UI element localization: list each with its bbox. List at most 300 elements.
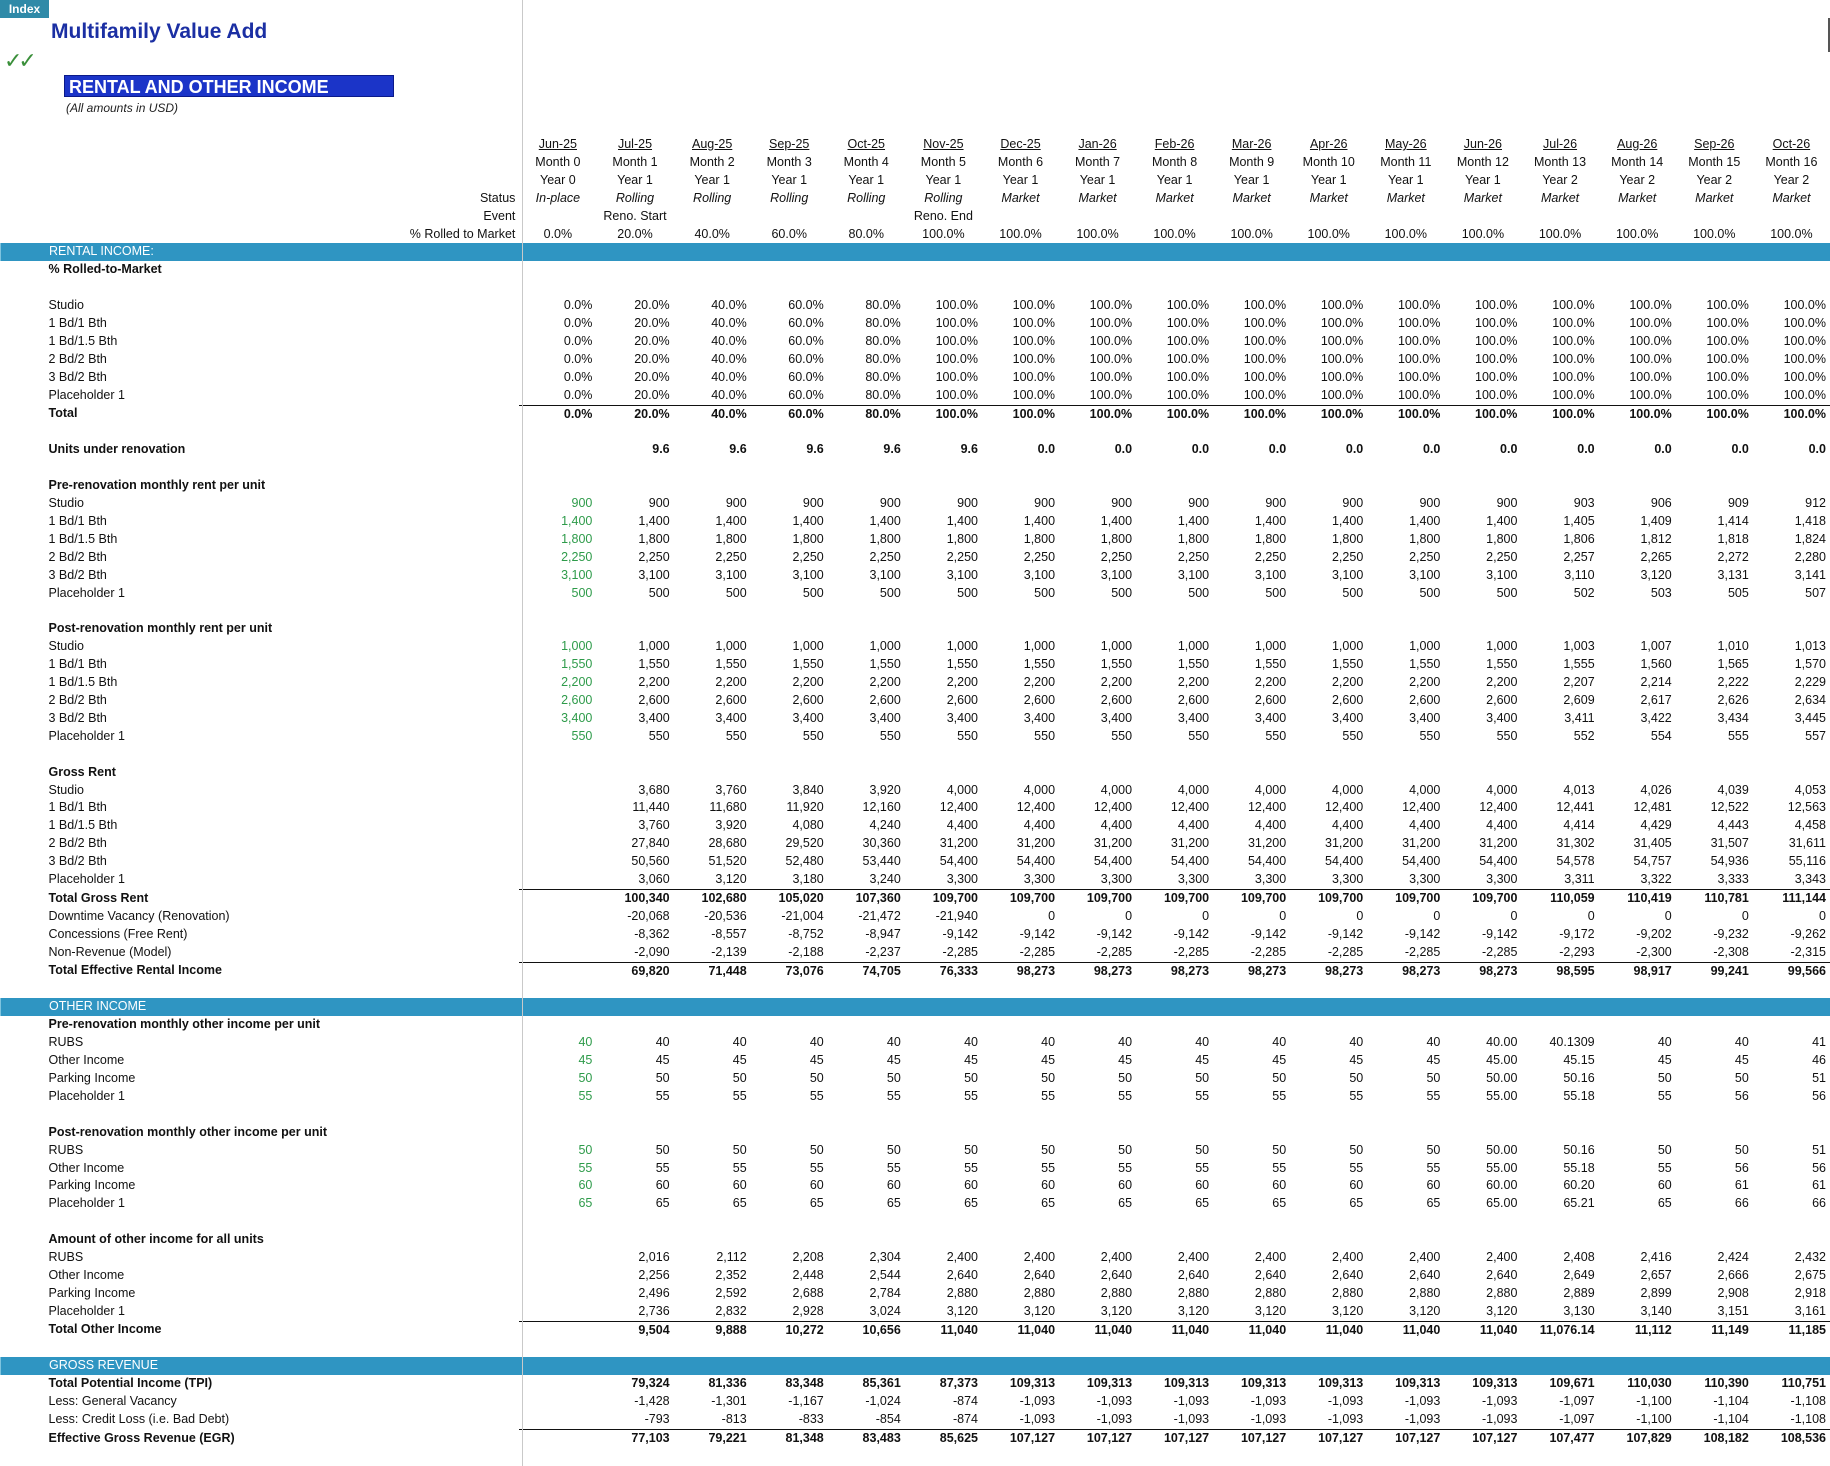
- header-month-row-cell[interactable]: Month 2: [689, 154, 735, 169]
- value-cell[interactable]: 0.0: [1268, 442, 1287, 457]
- header-event-row-cell[interactable]: [1059, 208, 1136, 226]
- header-event-row-cell[interactable]: Reno. Start: [603, 208, 667, 223]
- value-cell[interactable]: 50: [1426, 1142, 1441, 1157]
- value-cell[interactable]: 2,207: [1563, 675, 1595, 690]
- value-cell[interactable]: [1213, 477, 1290, 495]
- value-cell[interactable]: 3,120: [715, 872, 747, 887]
- value-cell[interactable]: 4,080: [792, 818, 824, 833]
- value-cell[interactable]: 2,250: [715, 549, 747, 564]
- value-cell[interactable]: 1,800: [561, 531, 593, 546]
- value-cell[interactable]: 500: [725, 585, 747, 600]
- value-cell[interactable]: -2,090: [634, 944, 670, 959]
- value-cell[interactable]: [828, 620, 905, 638]
- value-cell[interactable]: 100.0%: [1012, 316, 1056, 331]
- value-cell[interactable]: 3,400: [561, 710, 593, 725]
- value-cell[interactable]: 1,007: [1640, 639, 1672, 654]
- value-cell[interactable]: 110,419: [1599, 889, 1676, 907]
- value-cell[interactable]: 3,120: [1100, 1303, 1133, 1318]
- value-cell[interactable]: 3,100: [1486, 567, 1518, 582]
- value-cell[interactable]: 65.00: [1486, 1196, 1518, 1211]
- value-cell[interactable]: 100.0%: [1599, 405, 1676, 423]
- value-cell[interactable]: -9,172: [1559, 926, 1595, 941]
- value-cell[interactable]: 100.0%: [1552, 369, 1595, 384]
- value-cell[interactable]: 500: [957, 585, 978, 600]
- header-date-row-cell[interactable]: Mar-26: [1231, 137, 1272, 151]
- value-cell[interactable]: 65: [964, 1196, 978, 1211]
- value-cell[interactable]: 3,100: [1331, 567, 1364, 582]
- header-year-row-cell[interactable]: Year 1: [617, 172, 653, 187]
- value-cell[interactable]: [1753, 1124, 1830, 1142]
- header-rolled-row-cell[interactable]: 100.0%: [1461, 226, 1505, 241]
- header-status-row-cell[interactable]: Market: [1463, 190, 1502, 205]
- value-cell[interactable]: 3,400: [1409, 710, 1441, 725]
- value-cell[interactable]: 1,550: [946, 657, 978, 672]
- header-status-row-cell[interactable]: Market: [1309, 190, 1348, 205]
- header-status-row-cell[interactable]: Market: [1772, 190, 1811, 205]
- value-cell[interactable]: 500: [1265, 585, 1287, 600]
- value-cell[interactable]: 31,302: [1556, 836, 1595, 851]
- value-cell[interactable]: 4,000: [1023, 782, 1056, 797]
- value-cell[interactable]: 65: [1118, 1196, 1133, 1211]
- value-cell[interactable]: 100.0%: [1706, 316, 1749, 331]
- value-cell[interactable]: 31,200: [1093, 836, 1133, 851]
- value-cell[interactable]: 0: [1433, 908, 1441, 923]
- value-cell[interactable]: [1290, 477, 1367, 495]
- value-cell[interactable]: [1753, 764, 1830, 782]
- value-cell[interactable]: 100.0%: [935, 298, 978, 313]
- value-cell[interactable]: 4,400: [1177, 818, 1210, 833]
- value-cell[interactable]: -1,301: [711, 1394, 747, 1409]
- value-cell[interactable]: 54,400: [1093, 854, 1133, 869]
- value-cell[interactable]: 3,920: [715, 818, 747, 833]
- value-cell[interactable]: 50.00: [1486, 1071, 1518, 1086]
- value-cell[interactable]: 3,110: [1564, 567, 1595, 582]
- value-cell[interactable]: 500: [1111, 585, 1133, 600]
- value-cell[interactable]: 55: [809, 1088, 824, 1103]
- value-cell[interactable]: 0.0%: [563, 387, 593, 402]
- header-year-row-cell[interactable]: Year 2: [1619, 172, 1656, 187]
- value-cell[interactable]: 3,180: [792, 872, 824, 887]
- value-cell[interactable]: 31,200: [1247, 836, 1287, 851]
- value-cell[interactable]: [1213, 1231, 1290, 1249]
- value-cell[interactable]: 2,250: [1331, 549, 1364, 564]
- value-cell[interactable]: 1,400: [946, 513, 978, 528]
- header-status-row-cell[interactable]: Rolling: [770, 190, 809, 205]
- value-cell[interactable]: 3,400: [1331, 710, 1364, 725]
- value-cell[interactable]: 2,832: [715, 1303, 747, 1318]
- header-event-row-cell[interactable]: [982, 208, 1059, 226]
- value-cell[interactable]: 3,311: [1564, 872, 1595, 887]
- value-cell[interactable]: 500: [1419, 585, 1441, 600]
- value-cell[interactable]: 0: [1819, 908, 1826, 923]
- value-cell[interactable]: [519, 1124, 596, 1142]
- value-cell[interactable]: 100.0%: [1397, 298, 1441, 313]
- value-cell[interactable]: 505: [1727, 585, 1749, 600]
- value-cell[interactable]: 73,076: [751, 962, 828, 980]
- value-cell[interactable]: 1,000: [1331, 639, 1364, 654]
- value-cell[interactable]: [519, 944, 596, 962]
- header-year-row-cell[interactable]: Year 2: [1542, 172, 1578, 187]
- value-cell[interactable]: 0: [1741, 908, 1749, 923]
- value-cell[interactable]: 60.0%: [788, 369, 824, 384]
- value-cell[interactable]: 80.0%: [865, 298, 901, 313]
- value-cell[interactable]: 1,818: [1717, 531, 1749, 546]
- value-cell[interactable]: 3,300: [1254, 872, 1287, 887]
- value-cell[interactable]: 550: [1111, 728, 1133, 743]
- value-cell[interactable]: 1,400: [715, 513, 747, 528]
- value-cell[interactable]: 1,000: [561, 639, 593, 654]
- value-cell[interactable]: 500: [879, 585, 901, 600]
- value-cell[interactable]: 2,432: [1794, 1250, 1826, 1265]
- value-cell[interactable]: [1599, 261, 1676, 279]
- value-cell[interactable]: 1,550: [1254, 657, 1287, 672]
- value-cell[interactable]: 0.0%: [563, 333, 593, 348]
- value-cell[interactable]: 11,440: [632, 800, 670, 815]
- value-cell[interactable]: 100.0%: [1552, 298, 1595, 313]
- header-year-row-cell[interactable]: Year 1: [771, 172, 808, 187]
- value-cell[interactable]: [1290, 1124, 1367, 1142]
- value-cell[interactable]: 2,592: [715, 1285, 747, 1300]
- value-cell[interactable]: [674, 620, 751, 638]
- value-cell[interactable]: 50: [1272, 1071, 1287, 1086]
- value-cell[interactable]: 65: [1426, 1196, 1441, 1211]
- value-cell[interactable]: 10,656: [828, 1321, 905, 1339]
- value-cell[interactable]: 54,400: [1247, 854, 1287, 869]
- header-status-row-cell[interactable]: Rolling: [693, 190, 732, 205]
- value-cell[interactable]: 50: [1349, 1142, 1364, 1157]
- value-cell[interactable]: 2,600: [715, 693, 747, 708]
- value-cell[interactable]: 3,151: [1717, 1303, 1749, 1318]
- value-cell[interactable]: -2,188: [788, 944, 824, 959]
- value-cell[interactable]: 100.0%: [1012, 351, 1056, 366]
- value-cell[interactable]: 2,908: [1717, 1285, 1749, 1300]
- value-cell[interactable]: 2,634: [1794, 693, 1826, 708]
- value-cell[interactable]: 50: [1657, 1071, 1672, 1086]
- value-cell[interactable]: 0.0%: [563, 298, 593, 313]
- value-cell[interactable]: 2,200: [1254, 675, 1287, 690]
- value-cell[interactable]: 4,000: [1486, 782, 1518, 797]
- value-cell[interactable]: 2,736: [638, 1303, 670, 1318]
- value-cell[interactable]: 50.00: [1486, 1142, 1518, 1157]
- value-cell[interactable]: 40: [1118, 1035, 1133, 1050]
- value-cell[interactable]: 2,250: [638, 549, 670, 564]
- value-cell[interactable]: 12,481: [1633, 800, 1672, 815]
- value-cell[interactable]: 55: [964, 1160, 978, 1175]
- value-cell[interactable]: 100.0%: [1166, 387, 1210, 402]
- header-event-row-cell[interactable]: [1676, 208, 1753, 226]
- value-cell[interactable]: [1213, 620, 1290, 638]
- header-rolled-row-cell[interactable]: 100.0%: [1153, 226, 1196, 241]
- value-cell[interactable]: 100.0%: [1783, 333, 1826, 348]
- value-cell[interactable]: 50: [1195, 1142, 1210, 1157]
- value-cell[interactable]: [751, 764, 828, 782]
- value-cell[interactable]: 45: [964, 1053, 978, 1068]
- value-cell[interactable]: 4,400: [1100, 818, 1133, 833]
- value-cell[interactable]: 50: [578, 1142, 593, 1157]
- value-cell[interactable]: 65: [732, 1196, 747, 1211]
- value-cell[interactable]: 98,273: [1444, 962, 1521, 980]
- value-cell[interactable]: [1599, 477, 1676, 495]
- value-cell[interactable]: 109,313: [1318, 1376, 1364, 1391]
- value-cell[interactable]: 1,000: [715, 639, 747, 654]
- value-cell[interactable]: 100.0%: [1706, 333, 1749, 348]
- header-month-row-cell[interactable]: Month 7: [1074, 154, 1121, 169]
- value-cell[interactable]: [596, 764, 673, 782]
- value-cell[interactable]: 100.0%: [1290, 405, 1367, 423]
- value-cell[interactable]: 55: [578, 1088, 593, 1103]
- value-cell[interactable]: 3,141: [1794, 567, 1826, 582]
- value-cell[interactable]: 1,800: [1331, 531, 1364, 546]
- value-cell[interactable]: 53,440: [862, 854, 901, 869]
- value-cell[interactable]: 50: [732, 1071, 747, 1086]
- value-cell[interactable]: 2,899: [1640, 1285, 1672, 1300]
- value-cell[interactable]: 550: [1342, 728, 1364, 743]
- value-cell[interactable]: 45: [1041, 1053, 1056, 1068]
- value-cell[interactable]: 109,671: [1549, 1376, 1595, 1391]
- value-cell[interactable]: 100.0%: [982, 405, 1059, 423]
- value-cell[interactable]: [982, 477, 1059, 495]
- value-cell[interactable]: -1,093: [1019, 1394, 1056, 1409]
- value-cell[interactable]: 1,800: [1177, 531, 1210, 546]
- value-cell[interactable]: 100.0%: [1320, 387, 1364, 402]
- value-cell[interactable]: 1,800: [792, 531, 824, 546]
- value-cell[interactable]: 100.0%: [1089, 316, 1133, 331]
- header-status-row-cell[interactable]: Market: [1386, 190, 1425, 205]
- value-cell[interactable]: -8,557: [711, 926, 747, 941]
- value-cell[interactable]: 1,000: [869, 639, 901, 654]
- value-cell[interactable]: [1753, 1016, 1830, 1034]
- value-cell[interactable]: 9.6: [729, 442, 747, 457]
- value-cell[interactable]: 98,273: [1136, 962, 1213, 980]
- value-cell[interactable]: [751, 477, 828, 495]
- value-cell[interactable]: 0: [1202, 908, 1210, 923]
- header-date-row-cell[interactable]: Jul-26: [1543, 137, 1578, 151]
- value-cell[interactable]: [1136, 764, 1213, 782]
- value-cell[interactable]: 65: [886, 1196, 901, 1211]
- value-cell[interactable]: 2,408: [1563, 1250, 1595, 1265]
- header-status-row-cell[interactable]: Market: [1155, 190, 1194, 205]
- value-cell[interactable]: 4,013: [1563, 782, 1595, 797]
- value-cell[interactable]: -1,100: [1636, 1394, 1672, 1409]
- value-cell[interactable]: 3,400: [869, 710, 901, 725]
- value-cell[interactable]: 4,053: [1794, 782, 1826, 797]
- header-year-row-cell[interactable]: Year 1: [1310, 172, 1347, 187]
- value-cell[interactable]: 3,300: [946, 872, 978, 887]
- value-cell[interactable]: 45: [732, 1053, 747, 1068]
- value-cell[interactable]: 3,300: [1177, 872, 1210, 887]
- value-cell[interactable]: 12,400: [1016, 800, 1056, 815]
- value-cell[interactable]: 83,483: [828, 1430, 905, 1448]
- index-button[interactable]: Index: [0, 0, 49, 18]
- value-cell[interactable]: 11,149: [1676, 1321, 1753, 1339]
- header-date-row-cell[interactable]: Aug-26: [1617, 137, 1658, 151]
- value-cell[interactable]: 4,000: [1331, 782, 1364, 797]
- value-cell[interactable]: 3,760: [638, 818, 670, 833]
- header-rolled-row-cell[interactable]: 100.0%: [1384, 226, 1427, 241]
- value-cell[interactable]: [1676, 620, 1753, 638]
- value-cell[interactable]: 100.0%: [1521, 405, 1598, 423]
- value-cell[interactable]: -9,202: [1636, 926, 1672, 941]
- value-cell[interactable]: 4,400: [1409, 818, 1441, 833]
- value-cell[interactable]: 2,250: [1254, 549, 1287, 564]
- value-cell[interactable]: 3,100: [1409, 567, 1441, 582]
- value-cell[interactable]: 100.0%: [1475, 298, 1518, 313]
- value-cell[interactable]: 60.0%: [788, 333, 824, 348]
- value-cell[interactable]: 12,400: [1247, 800, 1287, 815]
- value-cell[interactable]: 500: [1342, 585, 1364, 600]
- value-cell[interactable]: [1367, 620, 1444, 638]
- header-month-row-cell[interactable]: Month 3: [766, 154, 812, 169]
- value-cell[interactable]: 11,680: [709, 800, 747, 815]
- value-cell[interactable]: 109,313: [1395, 1376, 1441, 1391]
- value-cell[interactable]: 65: [578, 1196, 593, 1211]
- header-month-row-cell[interactable]: Month 4: [843, 154, 889, 169]
- value-cell[interactable]: 11,920: [786, 800, 824, 815]
- value-cell[interactable]: 60: [886, 1178, 901, 1193]
- value-cell[interactable]: 3,130: [1563, 1303, 1595, 1318]
- value-cell[interactable]: 100.0%: [1320, 351, 1364, 366]
- value-cell[interactable]: 50: [655, 1071, 670, 1086]
- value-cell[interactable]: 107,127: [1136, 1430, 1213, 1448]
- value-cell[interactable]: [1059, 1231, 1136, 1249]
- value-cell[interactable]: 0: [1279, 908, 1287, 923]
- value-cell[interactable]: 557: [1805, 728, 1826, 743]
- value-cell[interactable]: -1,097: [1559, 1394, 1595, 1409]
- value-cell[interactable]: 900: [1111, 496, 1133, 511]
- value-cell[interactable]: 80.0%: [865, 351, 901, 366]
- value-cell[interactable]: 107,127: [1367, 1430, 1444, 1448]
- value-cell[interactable]: 503: [1650, 585, 1672, 600]
- value-cell[interactable]: 40: [964, 1035, 978, 1050]
- value-cell[interactable]: 2,250: [561, 549, 593, 564]
- value-cell[interactable]: 50: [809, 1142, 824, 1157]
- value-cell[interactable]: 2,600: [1486, 693, 1518, 708]
- value-cell[interactable]: 1,003: [1563, 639, 1595, 654]
- value-cell[interactable]: [1059, 764, 1136, 782]
- value-cell[interactable]: [828, 1231, 905, 1249]
- value-cell[interactable]: 12,400: [1402, 800, 1441, 815]
- value-cell[interactable]: 3,400: [1023, 710, 1056, 725]
- header-month-row-cell[interactable]: Month 0: [535, 154, 581, 169]
- value-cell[interactable]: -793: [644, 1412, 670, 1427]
- value-cell[interactable]: 65: [1272, 1196, 1287, 1211]
- value-cell[interactable]: -1,093: [1250, 1412, 1287, 1427]
- value-cell[interactable]: 50: [578, 1071, 593, 1086]
- value-cell[interactable]: 20.0%: [634, 387, 670, 402]
- value-cell[interactable]: 900: [957, 496, 978, 511]
- value-cell[interactable]: 55: [732, 1160, 747, 1175]
- value-cell[interactable]: 3,400: [1486, 710, 1518, 725]
- value-cell[interactable]: 550: [1496, 728, 1518, 743]
- value-cell[interactable]: 2,250: [869, 549, 901, 564]
- value-cell[interactable]: 900: [802, 496, 824, 511]
- value-cell[interactable]: 1,800: [1023, 531, 1056, 546]
- value-cell[interactable]: 100.0%: [1783, 387, 1826, 402]
- value-cell[interactable]: 100.0%: [1444, 405, 1521, 423]
- value-cell[interactable]: 55: [1657, 1160, 1672, 1175]
- value-cell[interactable]: 40.0%: [711, 351, 747, 366]
- value-cell[interactable]: 1,550: [561, 657, 593, 672]
- value-cell[interactable]: 109,700: [1136, 889, 1213, 907]
- value-cell[interactable]: [982, 1231, 1059, 1249]
- value-cell[interactable]: 107,127: [1290, 1430, 1367, 1448]
- value-cell[interactable]: 0.0%: [563, 316, 593, 331]
- value-cell[interactable]: 11,040: [905, 1321, 982, 1339]
- header-rolled-row-cell[interactable]: 100.0%: [1076, 226, 1119, 241]
- value-cell[interactable]: 0.0: [1345, 442, 1364, 457]
- value-cell[interactable]: 2,200: [715, 675, 747, 690]
- value-cell[interactable]: [674, 477, 751, 495]
- value-cell[interactable]: -1,167: [788, 1394, 824, 1409]
- value-cell[interactable]: [596, 1231, 673, 1249]
- value-cell[interactable]: [519, 764, 596, 782]
- value-cell[interactable]: 50: [1118, 1142, 1133, 1157]
- value-cell[interactable]: 109,700: [1213, 889, 1290, 907]
- value-cell[interactable]: [1521, 1231, 1598, 1249]
- header-year-row-cell[interactable]: Year 2: [1773, 172, 1810, 187]
- value-cell[interactable]: 3,100: [1177, 567, 1210, 582]
- header-date-row-cell[interactable]: Jul-25: [617, 137, 653, 151]
- value-cell[interactable]: -20,536: [704, 908, 747, 923]
- value-cell[interactable]: [1521, 764, 1598, 782]
- value-cell[interactable]: 50: [886, 1071, 901, 1086]
- value-cell[interactable]: 31,611: [1788, 836, 1826, 851]
- value-cell[interactable]: 2,200: [1409, 675, 1441, 690]
- value-cell[interactable]: 2,250: [946, 549, 978, 564]
- value-cell[interactable]: 2,600: [1177, 693, 1210, 708]
- value-cell[interactable]: [1136, 261, 1213, 279]
- value-cell[interactable]: 12,400: [1093, 800, 1133, 815]
- value-cell[interactable]: [596, 261, 673, 279]
- value-cell[interactable]: 60: [1195, 1178, 1210, 1193]
- value-cell[interactable]: 50: [1041, 1142, 1056, 1157]
- value-cell[interactable]: 100.0%: [1012, 298, 1056, 313]
- value-cell[interactable]: 40.1309: [1549, 1035, 1595, 1050]
- value-cell[interactable]: [519, 1430, 596, 1448]
- value-cell[interactable]: 50: [1272, 1142, 1287, 1157]
- value-cell[interactable]: 80.0%: [865, 333, 901, 348]
- value-cell[interactable]: 50: [655, 1142, 670, 1157]
- header-rolled-row-cell[interactable]: 100.0%: [999, 226, 1042, 241]
- value-cell[interactable]: 55: [964, 1088, 978, 1103]
- value-cell[interactable]: 2,640: [1331, 1267, 1364, 1282]
- value-cell[interactable]: 50: [1734, 1142, 1749, 1157]
- value-cell[interactable]: -2,285: [942, 944, 978, 959]
- value-cell[interactable]: 109,313: [1086, 1376, 1133, 1391]
- value-cell[interactable]: -9,142: [1481, 926, 1518, 941]
- value-cell[interactable]: 2,200: [561, 675, 593, 690]
- value-cell[interactable]: 2,448: [792, 1267, 824, 1282]
- value-cell[interactable]: 55: [886, 1160, 901, 1175]
- value-cell[interactable]: 109,313: [1009, 1376, 1056, 1391]
- header-rolled-row-cell[interactable]: 100.0%: [1307, 226, 1350, 241]
- value-cell[interactable]: 2,200: [1100, 675, 1133, 690]
- header-rolled-row-cell[interactable]: 20.0%: [617, 226, 653, 241]
- value-cell[interactable]: 107,127: [1444, 1430, 1521, 1448]
- value-cell[interactable]: [1136, 1231, 1213, 1249]
- value-cell[interactable]: 11,112: [1599, 1321, 1676, 1339]
- value-cell[interactable]: 4,400: [1486, 818, 1518, 833]
- value-cell[interactable]: 1,550: [1023, 657, 1056, 672]
- value-cell[interactable]: -9,232: [1713, 926, 1749, 941]
- value-cell[interactable]: 900: [1188, 496, 1210, 511]
- value-cell[interactable]: 100.0%: [1136, 405, 1213, 423]
- value-cell[interactable]: [1367, 477, 1444, 495]
- value-cell[interactable]: [905, 477, 982, 495]
- value-cell[interactable]: 4,000: [1409, 782, 1441, 797]
- value-cell[interactable]: 1,409: [1640, 513, 1672, 528]
- value-cell[interactable]: -874: [952, 1394, 978, 1409]
